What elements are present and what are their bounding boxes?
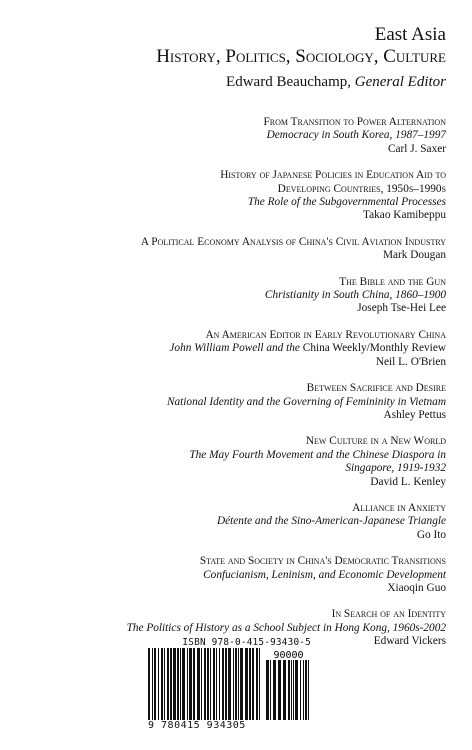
barcode-bar (173, 648, 176, 720)
addon-digits: 90000 (273, 650, 304, 661)
book-title: Alliance in Anxiety (352, 501, 446, 514)
editor-role: General Editor (354, 74, 446, 90)
barcode-bar (300, 660, 301, 720)
book-list (16, 116, 446, 662)
book-author: Takao Kamibeppu (363, 209, 446, 222)
barcode-bar (152, 648, 153, 720)
barcode-bar (295, 660, 298, 720)
barcode-bar (158, 648, 159, 720)
series-title-line1: East Asia (374, 24, 446, 45)
book-title: From Transition to Power Alternation (263, 116, 446, 128)
barcode-bar (154, 648, 156, 720)
book-author: Neil L. O'Brien (375, 355, 446, 368)
book-subtitle (16, 515, 446, 528)
barcode-bar (187, 648, 188, 720)
series-editor (156, 72, 446, 92)
book-entry (16, 276, 446, 316)
book-author: Ashley Pettus (383, 408, 446, 421)
book-subtitle (16, 622, 446, 635)
book-title: An American Editor in Early Revolutionary China (205, 328, 446, 341)
series-header (156, 24, 446, 92)
isbn-text: ISBN 978-0-415-93430-5 (182, 637, 311, 648)
barcode-bar (164, 648, 165, 720)
book-title: Between Sacrifice and Desire (306, 382, 446, 395)
barcode-bar (278, 660, 281, 720)
barcode-bar (259, 648, 260, 720)
barcode-bar (270, 660, 271, 720)
barcode-bar (283, 660, 286, 720)
book-author: Go Ito (416, 528, 446, 541)
barcode-bar (201, 648, 202, 720)
subtitle-segment: Democracy in South Korea, 1987–1997 (266, 129, 446, 142)
barcode-bar (197, 648, 200, 720)
book-entry (16, 502, 446, 542)
barcode-bar (293, 660, 294, 720)
editor-name: Edward Beauchamp, (226, 74, 351, 90)
barcode-bar (308, 660, 309, 720)
subtitle-segment: Singapore, 1919-1932 (345, 462, 446, 475)
barcode-bar (245, 648, 248, 720)
barcode-bar (193, 648, 195, 720)
book-subtitle (16, 342, 446, 355)
book-entry (16, 555, 446, 595)
barcode-bar (210, 648, 211, 720)
subtitle-segment: The Politics of History as a School Subject in Hong Kong, 1960s-2002 (126, 621, 446, 634)
barcode-bar (240, 648, 243, 720)
barcode-bar (207, 648, 209, 720)
barcode-bar (170, 648, 172, 720)
barcode-area (148, 637, 311, 732)
barcode-bar (222, 648, 224, 720)
barcode-bar (233, 648, 234, 720)
book-author: Mark Dougan (382, 249, 446, 262)
book-title: The Bible and the Gun (339, 275, 446, 288)
barcode-bar (266, 660, 269, 720)
book-entry (16, 236, 446, 263)
subtitle-segment: The May Fourth Movement and the Chinese Diaspora in (189, 448, 446, 461)
barcode-bar (235, 648, 237, 720)
book-subtitle (16, 569, 446, 582)
barcode-bar (303, 660, 304, 720)
book-title: History of Japanese Policies in Education Aid to (220, 169, 446, 182)
barcode-bar (256, 648, 258, 720)
subtitle-segment: China Weekly/Monthly Review (302, 342, 446, 355)
book-entry (16, 169, 446, 223)
book-entry (16, 329, 446, 369)
book-author: Carl J. Saxer (387, 142, 446, 155)
barcode-bar (204, 648, 206, 720)
subtitle-segment: Christianity in South China, 1860–1900 (264, 289, 446, 302)
barcode-bar (189, 648, 192, 720)
barcode-bar (249, 648, 251, 720)
barcode-bar (161, 648, 163, 720)
barcode-bar (288, 660, 290, 720)
barcode-bar (219, 648, 220, 720)
barcode-bar (148, 648, 150, 720)
barcode-bar (180, 648, 181, 720)
book-subtitle (16, 196, 446, 209)
book-subtitle (16, 289, 446, 302)
subtitle-segment: The Role of the Subgovernmental Processes (247, 196, 446, 209)
barcode-bar (291, 660, 292, 720)
book-title: State and Society in China's Democratic Transitions (199, 555, 446, 568)
subtitle-segment: Détente and the Sino-American-Japanese Triangle (216, 515, 446, 528)
book-entry (16, 382, 446, 422)
book-title: Developing Countries, 1950s–1990s (277, 182, 446, 195)
subtitle-segment: Confucianism, Leninism, and Economic Development (203, 568, 446, 581)
barcode-bar (167, 648, 169, 720)
series-title-line2: History, Politics, Sociology, Culture (156, 46, 446, 67)
book-title: In Search of an Identity (331, 608, 446, 621)
barcode-bar (228, 648, 231, 720)
book-entry (16, 116, 446, 156)
barcode-bar (273, 660, 276, 720)
book-subtitle (16, 396, 446, 409)
book-subtitle (16, 462, 446, 475)
book-subtitle (16, 449, 446, 462)
book-entry (16, 435, 446, 489)
book-author: David L. Kenley (370, 475, 446, 488)
book-author: Joseph Tse-Hei Lee (357, 302, 446, 315)
barcode-bar (252, 648, 254, 720)
book-subtitle (16, 129, 446, 142)
barcode-bar (305, 660, 307, 720)
barcode-bar (216, 648, 217, 720)
subtitle-segment: John William Powell and the (169, 342, 303, 355)
book-author: Xiaoqin Guo (387, 581, 446, 594)
subtitle-segment: National Identity and the Governing of Femininity in Vietnam (166, 395, 446, 408)
ean-digits: 9 780415 934305 (148, 720, 246, 731)
book-author: Edward Vickers (373, 635, 446, 648)
book-title: New Culture in a New World (305, 435, 446, 448)
barcode-bar (238, 648, 239, 720)
barcode-bar (177, 648, 179, 720)
barcode-bar (213, 648, 215, 720)
barcode-bar (225, 648, 227, 720)
book-title: A Political Economy Analysis of China's Civil Aviation Industry (140, 235, 446, 248)
barcode-bar (182, 648, 185, 720)
barcode-image (148, 648, 311, 720)
